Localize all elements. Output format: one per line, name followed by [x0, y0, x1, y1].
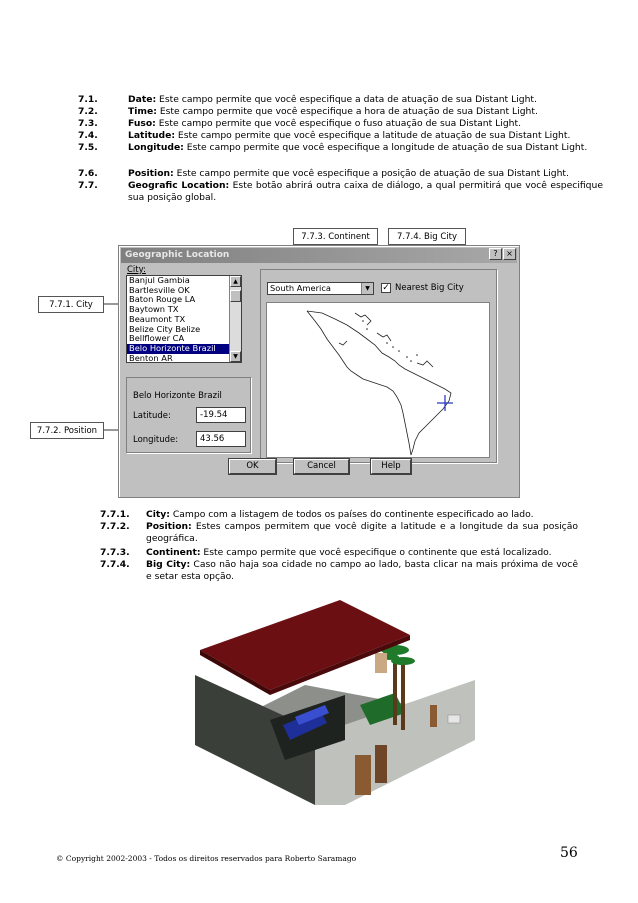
- list-item[interactable]: Belize City Belize: [129, 323, 201, 334]
- list-item[interactable]: Benton AR: [129, 352, 173, 363]
- item-text: Este campo permite que você especifique a data de atuação de sua Distant Light.: [156, 94, 537, 105]
- item-term: Continent:: [146, 547, 201, 558]
- list-item[interactable]: Bellflower CA: [129, 333, 185, 344]
- item-term: Time:: [128, 106, 157, 117]
- scroll-up-icon[interactable]: ▲: [230, 276, 241, 287]
- item-text: Este botão abrirá outra caixa de diálogo, a qual permitirá que você especifique sua posição global.: [128, 180, 603, 203]
- callout-big-city: 7.7.4. Big City: [388, 228, 466, 245]
- city-scrollbar[interactable]: [229, 276, 241, 362]
- cancel-button[interactable]: Cancel: [294, 459, 349, 474]
- item-term: Longitude:: [128, 142, 184, 153]
- item-term: Fuso:: [128, 118, 156, 129]
- list-item-selected[interactable]: Belo Horizonte Brazil: [127, 344, 241, 354]
- ok-button[interactable]: OK: [229, 459, 276, 474]
- city-listbox[interactable]: [126, 275, 242, 363]
- dialog-titlebar[interactable]: [121, 248, 517, 263]
- latitude-input[interactable]: -19.54: [196, 407, 246, 423]
- item-text: Estes campos permitem que você digite a latitude e a longitude da sua posição geográfica.: [146, 521, 578, 544]
- item-number: 7.2.: [78, 106, 98, 117]
- item-term: Date:: [128, 94, 157, 105]
- scroll-down-icon[interactable]: ▼: [230, 351, 241, 362]
- longitude-label: Longitude:: [133, 435, 179, 445]
- item-text: Este campo permite que você especifique a longitude de atuação de sua Distant Light.: [183, 142, 588, 153]
- item-term: Big City:: [146, 559, 191, 570]
- item-text: Caso não haja soa cidade no campo ao lado, basta clicar na mais próxima de você e setar esta opção.: [146, 559, 578, 582]
- city-label: City:: [127, 265, 146, 275]
- callout-position: 7.7.2. Position: [30, 422, 104, 439]
- americas-map-outline: [267, 303, 489, 457]
- item-number: 7.3.: [78, 118, 98, 129]
- page-number: 56: [560, 845, 578, 861]
- item-number: 7.7.: [78, 180, 98, 191]
- longitude-input[interactable]: 43.56: [196, 431, 246, 447]
- item-number: 7.1.: [78, 94, 98, 105]
- item-number: 7.6.: [78, 168, 98, 179]
- scroll-thumb[interactable]: [230, 290, 241, 302]
- world-map[interactable]: [266, 302, 490, 458]
- item-term: Position:: [128, 168, 174, 179]
- geographic-location-dialog: [118, 245, 520, 498]
- callout-continent: 7.7.3. Continent: [293, 228, 378, 245]
- latitude-label: Latitude:: [133, 411, 171, 421]
- nearest-city-checkbox[interactable]: ✓: [382, 283, 390, 293]
- nearest-city-label[interactable]: Nearest Big City: [395, 283, 464, 293]
- item-text: Campo com a listagem de todos os países do continente especificado ao lado.: [169, 509, 534, 520]
- list-item[interactable]: Banjul Gambia: [129, 275, 190, 285]
- chevron-down-icon[interactable]: ▼: [361, 283, 373, 294]
- help-icon[interactable]: ?: [489, 248, 502, 260]
- item-number: 7.7.2.: [100, 521, 130, 532]
- callout-city: 7.7.1. City: [38, 296, 104, 313]
- item-number: 7.4.: [78, 130, 98, 141]
- item-term: Geografic Location:: [128, 180, 230, 191]
- position-city-name: Belo Horizonte Brazil: [133, 391, 222, 401]
- item-number: 7.5.: [78, 142, 98, 153]
- item-term: Position:: [146, 521, 192, 532]
- item-text: Este campo permite que você especifique o fuso atuação de sua Distant Light.: [155, 118, 521, 129]
- item-text: Este campo permite que você especifique a hora de atuação de sua Distant Light.: [156, 106, 538, 117]
- continent-select[interactable]: [267, 282, 374, 295]
- house-render-illustration: [195, 595, 480, 810]
- help-button[interactable]: Help: [371, 459, 411, 474]
- item-number: 7.7.3.: [100, 547, 130, 558]
- dialog-title: Geographic Location: [125, 250, 230, 260]
- list-item[interactable]: Baton Rouge LA: [129, 294, 196, 305]
- item-number: 7.7.4.: [100, 559, 130, 570]
- item-text: Este campo permite que você especifique o continente que está localizado.: [200, 547, 552, 558]
- item-text: Este campo permite que você especifique a posição de atuação de sua Distant Light.: [173, 168, 569, 179]
- item-term: Latitude:: [128, 130, 176, 141]
- item-text: Este campo permite que você especifique a latitude de atuação de sua Distant Light.: [175, 130, 571, 141]
- close-icon[interactable]: ×: [503, 248, 516, 260]
- item-term: City:: [146, 509, 170, 520]
- list-item[interactable]: Baytown TX: [129, 304, 179, 315]
- item-number: 7.7.1.: [100, 509, 130, 520]
- list-item[interactable]: Beaumont TX: [129, 313, 186, 324]
- list-item[interactable]: Bartlesville OK: [129, 284, 190, 295]
- continent-value: South America: [270, 283, 331, 293]
- copyright-footer: © Copyright 2002-2003 - Todos os direitos reservados para Roberto Saramago: [56, 854, 357, 863]
